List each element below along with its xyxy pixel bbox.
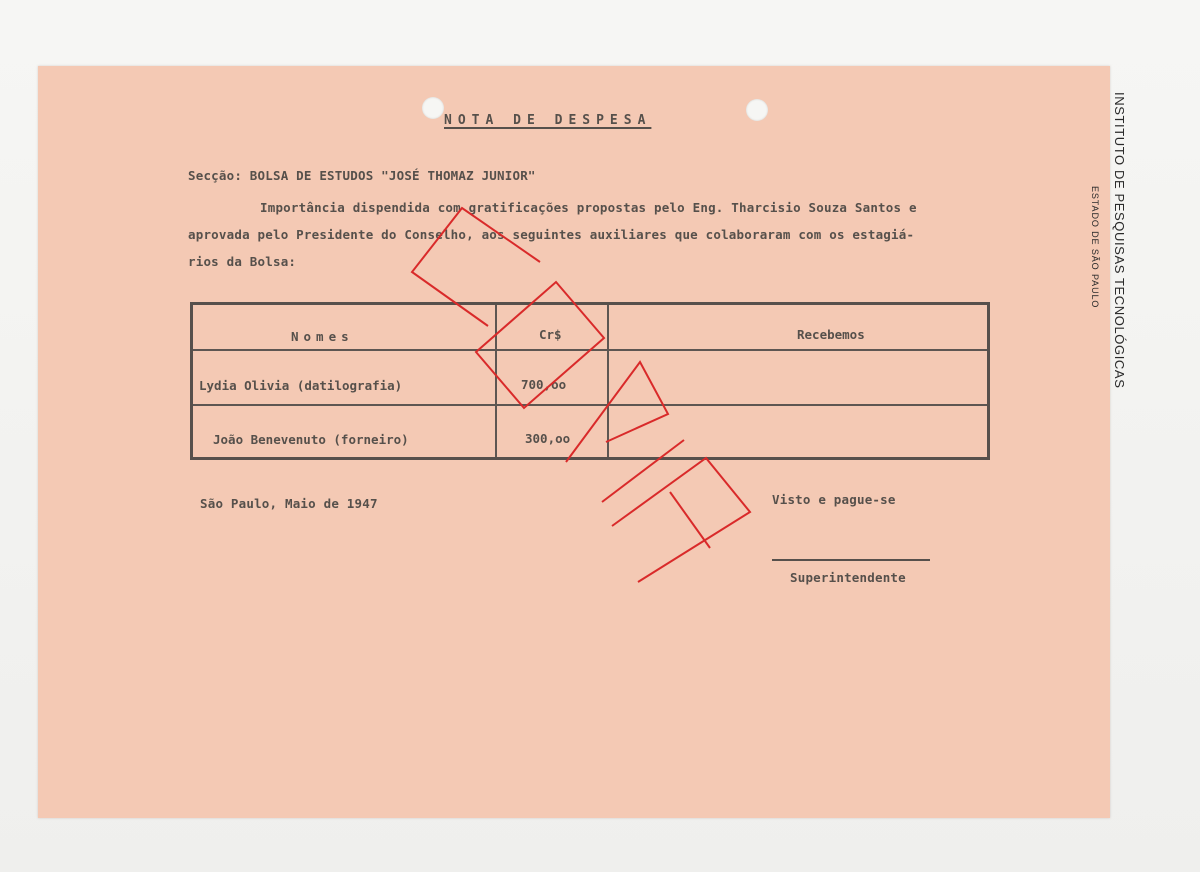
table-row-name: Lydia Olivia (datilografia) — [199, 378, 403, 393]
stamp-letter-p — [566, 362, 668, 462]
paragraph-line-3: rios da Bolsa: — [188, 254, 297, 269]
approval-note: Visto e pague-se — [772, 492, 896, 507]
column-header-nomes: Nomes — [291, 329, 354, 344]
table-row-amount: 300,oo — [525, 431, 571, 446]
table-row-amount: 700,oo — [521, 377, 567, 392]
document-title: NOTA DE DESPESA — [444, 113, 652, 128]
signature-label: Superintendente — [790, 570, 906, 585]
column-header-amount: Cr$ — [539, 327, 562, 342]
table-row-name: João Benevenuto (forneiro) — [213, 432, 409, 447]
stamp-letter-o — [476, 282, 604, 408]
stamp-letter-a — [612, 458, 750, 582]
paragraph-line-2: aprovada pelo Presidente do Conselho, aos seguintes auxiliares que colaboraram com os estagiá- — [188, 227, 915, 242]
stamp-letter-c — [412, 208, 540, 326]
column-header-recebemos: Recebemos — [797, 327, 865, 342]
institute-name: INSTITUTO DE PESQUISAS TECNOLÓGICAS — [1112, 92, 1127, 389]
institute-state: ESTADO DE SÃO PAULO — [1090, 186, 1100, 309]
section-line: Secção: BOLSA DE ESTUDOS "JOSÉ THOMAZ JUNIOR" — [188, 168, 536, 183]
place-date: São Paulo, Maio de 1947 — [200, 496, 378, 511]
stamp-letter-a-bar — [670, 492, 710, 548]
paragraph-line-1: Importância dispendida com gratificações propostas pelo Eng. Tharcisio Souza Santos e — [260, 200, 917, 215]
